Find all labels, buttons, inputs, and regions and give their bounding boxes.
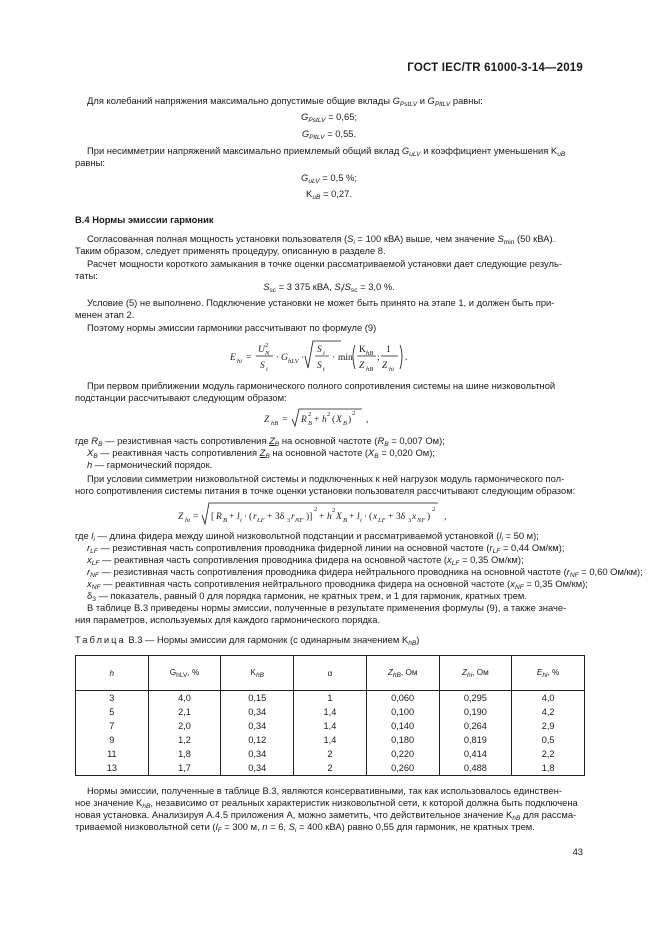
table-row: 13 1,7 0,34 2 0,260 0,488 1,8 [76, 761, 585, 776]
where-h: h — гармонический порядок. [87, 459, 213, 470]
svg-text:LF: LF [257, 517, 265, 524]
svg-text:S: S [317, 361, 322, 371]
svg-text:): ) [348, 415, 352, 425]
svg-text:+: + [349, 512, 355, 522]
svg-text:1: 1 [386, 345, 391, 355]
svg-text:B: B [343, 517, 347, 524]
svg-text:·: · [244, 512, 248, 522]
def-li: где $l_i$ — длина фидера между шиной низковольтной подстанции и рассматриваемой установкой ($l_i = 50$ м); [75, 530, 539, 543]
para-table-ref: В таблице B.3 приведены нормы эмиссии, полученные в результате применения формулы (9), а также значе- [87, 602, 567, 613]
formula-ssc: $S_{sc} = 3$ 375 кВА, $S_i/S_{sc} = 3,0$ %. [263, 281, 395, 294]
svg-text:;: ; [377, 353, 380, 363]
svg-text:2: 2 [265, 342, 269, 349]
para-table-ref-2: ния параметров, используемых для каждого гармонического порядка. [75, 614, 381, 625]
svg-text:Z: Z [359, 361, 365, 371]
para-unbalance-end: равны: [75, 157, 105, 168]
svg-text:(: ( [369, 512, 373, 522]
svg-text:i: i [323, 350, 325, 357]
svg-text:i: i [360, 517, 362, 524]
svg-text:·: · [364, 512, 368, 522]
svg-text:NF: NF [295, 517, 304, 524]
svg-text:3δ: 3δ [396, 512, 406, 522]
svg-text:(: ( [332, 415, 336, 425]
svg-text:hi: hi [389, 366, 395, 373]
para-agreed-power: Согласованная полная мощность установки пользователя ($S_i = 100$ кВА) выше, чем значение $S_{min}$ (50 кВА). [87, 233, 556, 246]
svg-text:+: + [388, 512, 394, 522]
svg-text:hB: hB [366, 350, 374, 357]
svg-text:+: + [267, 512, 273, 522]
para-symmetry: При условии симметрии низковольтной системы и подключенных к ней нагрузок модуль гармонического пол- [87, 473, 565, 484]
emission-limits-table [75, 655, 585, 776]
col-ghlv: $G_{hLV}$, % [148, 656, 221, 691]
col-alpha: α [294, 656, 367, 691]
svg-text:hi: hi [185, 517, 191, 524]
svg-text:t: t [323, 366, 325, 373]
para-unbalance: При несимметрии напряжений максимально приемлемый общий вклад $G_{uLV}$ и коэффициент уменьшения $K_{uB}$ [87, 145, 566, 158]
svg-text:E: E [230, 353, 236, 363]
svg-text:[: [ [211, 512, 215, 522]
para-conservative: Нормы эмиссии, полученные в таблице B.3, являются консервативными, так как использовалось единствен- [87, 785, 562, 796]
para-conservative-3: новая установка. Анализируя А.4.5 приложения А, можно заметить, что действительное значение $K_{hB}$ для рассма- [75, 809, 577, 822]
svg-text:R: R [301, 415, 307, 425]
svg-text:i: i [240, 517, 242, 524]
para-short-circuit: Расчет мощности короткого замыкания в точке оценки рассматриваемой установки дает следующие резуль- [87, 258, 562, 269]
svg-text:+: + [229, 512, 235, 522]
svg-text:Z: Z [178, 512, 184, 522]
table-row: 5 2,1 0,34 1,4 0,100 0,190 4,2 [76, 705, 585, 719]
svg-text:min: min [338, 353, 353, 363]
svg-text:+: + [319, 512, 325, 522]
para-formula-9: Поэтому нормы эмиссии гармоники рассчитывают по формуле (9) [87, 322, 377, 333]
svg-text:B: B [343, 420, 347, 427]
svg-text:hB: hB [271, 420, 279, 427]
svg-text:G: G [281, 353, 288, 363]
svg-text:r: r [291, 512, 295, 522]
svg-text:2: 2 [327, 411, 331, 418]
svg-text:2: 2 [314, 506, 318, 513]
svg-text:r: r [253, 512, 257, 522]
para-condition: Условие (5) не выполнено. Подключение установки не может быть принято на этапе 1, и должен быть при- [87, 297, 555, 308]
svg-text:(: ( [249, 512, 253, 522]
svg-text:Z: Z [264, 415, 270, 425]
formula-g-pst: $G_{PstLV} = 0,65$; [300, 111, 358, 124]
svg-text:·: · [332, 353, 336, 363]
svg-text:h: h [322, 415, 327, 425]
svg-text:2: 2 [432, 506, 436, 513]
svg-text:N: N [265, 350, 270, 357]
para-first-approx: При первом приближении модуль гармонического полного сопротивления системы на шине низковольтной [87, 380, 556, 391]
page-number: 43 [572, 846, 583, 857]
svg-text:): ) [427, 512, 431, 522]
svg-text:+: + [314, 415, 320, 425]
col-khb: $K_{hB}$ [221, 656, 294, 691]
svg-text:=: = [193, 512, 199, 522]
def-xlf: $x_{LF}$ — реактивная часть сопротивления проводника фидера на основной частоте ($x_{LF} = 0,35$ Ом/км); [87, 554, 524, 567]
svg-text:B: B [223, 517, 227, 524]
para-condition-2: менен этап 2. [75, 309, 135, 320]
svg-text:X: X [336, 415, 342, 425]
svg-text:hB: hB [366, 366, 374, 373]
col-h: h [76, 656, 149, 691]
svg-text:Z: Z [382, 361, 388, 371]
svg-text:2: 2 [332, 507, 336, 514]
svg-text:h: h [327, 512, 332, 522]
svg-text:,: , [366, 415, 369, 425]
table-row: 7 2,0 0,34 1,4 0,140 0,264 2,9 [76, 719, 585, 733]
para-agreed-power-2: Таким образом, следует применять процедуру, описанную в разделе 8. [75, 245, 386, 256]
table-row: 11 1,8 0,34 2 0,220 0,414 2,2 [76, 747, 585, 761]
svg-text:·: · [276, 353, 280, 363]
svg-text:l: l [237, 512, 240, 522]
def-rlf: $r_{LF}$ — резистивная часть сопротивления проводника фидерной линии на основной частоте ($r_{LF} = 0,44$ Ом/км); [87, 542, 565, 555]
para-conservative-2: ное значение $K_{hB}$, независимо от реальных характеристик низковольтной сети, к которой должна быть подключена [75, 797, 578, 810]
svg-text:i: i [266, 366, 268, 373]
svg-text:.: . [405, 353, 408, 363]
para-short-circuit-2: таты: [75, 270, 98, 281]
col-zhb: $Z_{hB}$, Ом [366, 656, 439, 691]
formula-g-plt: $G_{PltLV} = 0,55$. [301, 128, 357, 141]
svg-text:S: S [317, 345, 322, 355]
para-first-approx-2: подстанции рассчитывают следующим образом: [75, 392, 287, 403]
svg-text:·: · [301, 353, 305, 363]
col-zhi: $Z_{hi}$, Ом [439, 656, 512, 691]
formula-zhi [176, 500, 466, 528]
table-row: 3 4,0 0,15 1 0,060 0,295 4,0 [76, 691, 585, 706]
formula-g-u: $G_{uLV} = 0,5$ %; [301, 172, 357, 185]
para-flicker: Для колебаний напряжения максимально допустимые общие вклады $G_{PstLV}$ и $G_{PltLV}$ равны: [87, 95, 483, 108]
svg-text:=: = [282, 415, 288, 425]
def-xnf: $x_{NF}$ — реактивная часть сопротивления нейтрального проводника фидера на основной частоте ($x_{NF} = 0,35$ Ом/км); [87, 578, 588, 591]
svg-text:3: 3 [287, 517, 291, 524]
def-rnf: $r_{NF}$ — резистивная часть сопротивления проводника фидера нейтрального проводника на основной частоте ($r_{NF} = 0,60$ Ом/км); [87, 566, 643, 579]
section-title: B.4 Нормы эмиссии гармоник [75, 214, 214, 225]
formula-ehi [228, 338, 438, 376]
svg-text:,: , [444, 512, 447, 522]
svg-text:x: x [373, 512, 378, 522]
para-symmetry-2: ного сопротивления системы питания в точке оценки установки пользователя рассчитывают следующим образом: [75, 485, 576, 496]
svg-text:)]: )] [306, 512, 313, 522]
svg-text:2: 2 [308, 411, 312, 418]
para-conservative-4: триваемой низковольтной сети ($l_F = 300$ м, n = 6, $S_i = 400$ кВА) равно 0,55 для гармоник, не кратных трем. [75, 821, 535, 834]
svg-text:LF: LF [378, 517, 386, 524]
svg-text:x: x [412, 512, 417, 522]
svg-text:l: l [357, 512, 360, 522]
svg-text:NF: NF [417, 517, 426, 524]
svg-text:=: = [246, 353, 252, 363]
col-ehi: $E_{hi}$, % [512, 656, 585, 691]
svg-text:2: 2 [352, 410, 356, 417]
def-delta3: $\delta_3$ — показатель, равный 0 для порядка гармоник, не кратных трем, и 1 для гармоник, кратных трем. [87, 590, 527, 603]
standard-header: ГОСТ IEC/TR 61000-3-14—2019 [407, 62, 583, 74]
table-row: 9 1,2 0,12 1,4 0,180 0,819 0,5 [76, 733, 585, 747]
svg-text:hi: hi [237, 358, 243, 365]
svg-text:U: U [258, 345, 265, 355]
formula-zhb [262, 406, 382, 430]
svg-text:B: B [308, 420, 312, 427]
where-xb: $X_B$ — реактивная часть сопротивления $Z_B$ на основной частоте ($X_B = 0,020$ Ом); [87, 447, 435, 460]
formula-k-u: $K_{uB} = 0,27$. [306, 188, 352, 201]
table-caption: Таблица B.3 — Нормы эмиссии для гармоник (с одинарным значением $K_{hB}$) [75, 634, 420, 647]
svg-text:3: 3 [408, 517, 412, 524]
svg-text:X: X [336, 512, 342, 522]
where-rb: где $R_B$ — резистивная часть сопротивления $Z_B$ на основной частоте ($R_B = 0,007$ Ом); [75, 435, 445, 448]
svg-text:S: S [260, 361, 265, 371]
svg-text:K: K [359, 345, 366, 355]
svg-text:R: R [216, 512, 222, 522]
svg-text:3δ: 3δ [275, 512, 285, 522]
svg-text:hLV: hLV [288, 358, 299, 365]
